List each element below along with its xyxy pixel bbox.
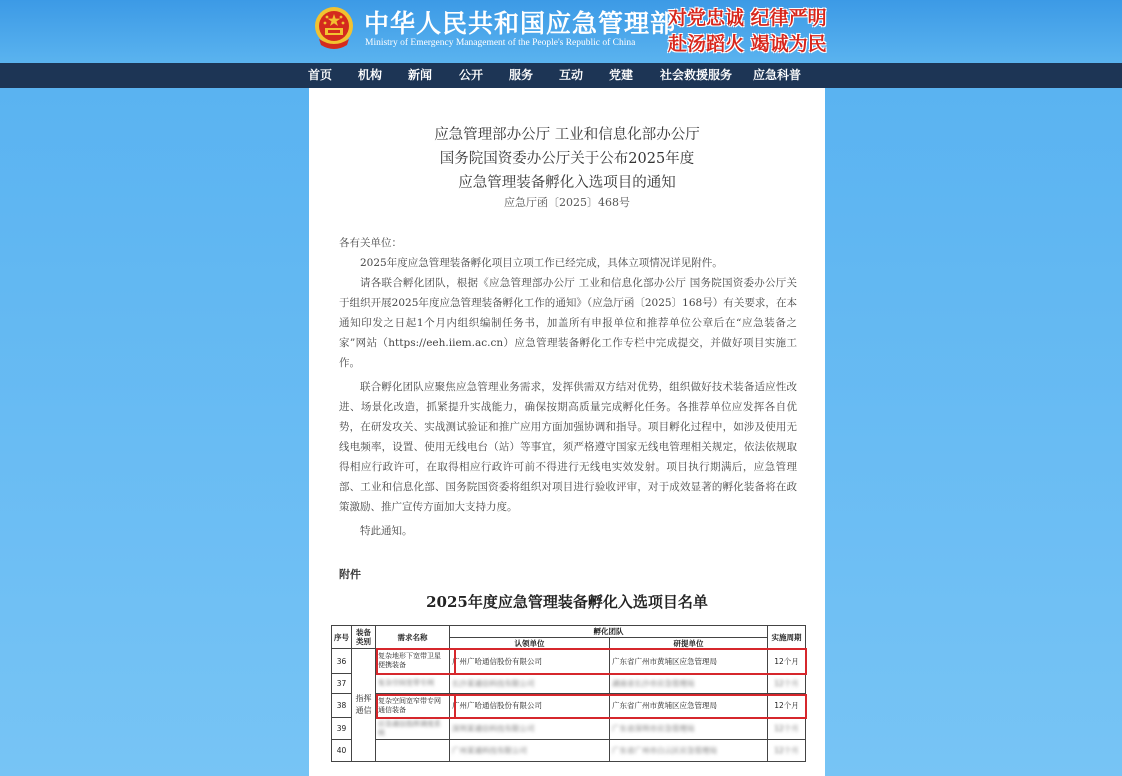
row-dev-unit: 广东省深圳市应急管理局 (610, 718, 768, 740)
header-period: 实施周期 (768, 626, 806, 649)
nav-item-interaction[interactable]: 互动 (559, 68, 584, 82)
list-title: 2025年度应急管理装备孵化入选项目名单 (426, 593, 708, 611)
row-need: 应急通信指挥调度系统 (376, 718, 450, 740)
row-index: 36 (332, 649, 352, 674)
row-index: 37 (332, 674, 352, 694)
paragraph-3: 联合孵化团队应聚焦应急管理业务需求，发挥供需双方结对优势，组织做好技术装备适应性改进、场景化改造，抓紧提升实战能力，确保按期高质量完成孵化任务。各推荐单位应发挥各自优势，在研发攻关、实战测试验证和推广应用方面加强协调和指导。项目孵化过程中，如涉及使用无线电频率，设置、使用无线电台（站）等事宜，须严格遵守国家无线电管理相关规定，依法依规取得相应行政许可，在取得相应行政许可前不得进行无线电实效发射。项目执行期满后，应急管理部、工业和信息化部、国务院国资委将组织对项目进行验收评审，对于成效显著的孵化装备将在政策激励、推广宣传方面加大支持力度。 (339, 381, 797, 513)
row-index: 38 (332, 694, 352, 718)
row-claim-unit: 广州广哈通信股份有限公司 (450, 649, 610, 674)
nav-item-science[interactable]: 应急科普 (753, 68, 802, 82)
row-index: 40 (332, 740, 352, 762)
row-claim-unit: 深圳某通信科技有限公司 (450, 718, 610, 740)
nav-item-public[interactable]: 公开 (459, 68, 484, 82)
header-claim-unit: 认领单位 (450, 638, 610, 649)
project-table (331, 625, 806, 762)
table-row (332, 674, 806, 694)
row-claim-unit: 广州某通科技有限公司 (450, 740, 610, 762)
nav-item-services[interactable]: 服务 (509, 68, 534, 82)
salutation: 各有关单位： (339, 237, 402, 249)
header-category: 装备类别 (352, 626, 376, 649)
paragraph-4: 特此通知。 (360, 525, 413, 537)
table-row (332, 718, 806, 740)
nav-item-organization[interactable]: 机构 (358, 68, 383, 82)
paragraph-1: 2025年度应急管理装备孵化项目立项工作已经完成，具体立项情况详见附件。 (360, 257, 723, 269)
row-dev-unit: 广东省广州市白云区应急管理局 (610, 740, 768, 762)
doc-title-line-2: 国务院国资委办公厅关于公布2025年度 (439, 151, 695, 167)
header-team: 孵化团队 (450, 626, 768, 638)
row-period: 12个月 (768, 649, 806, 674)
row-claim-unit: 长沙某通信科技有限公司 (450, 674, 610, 694)
paragraph-2: 请各联合孵化团队，根据《应急管理部办公厅 工业和信息化部办公厅 国务院国资委办公厅关于组织开展2025年度应急管理装备孵化工作的通知》（应急厅函〔2025〕168号）有关要求，在本通知印发之日起1个月内组织编制任务书，加盖所有申报单位和推荐单位公章后在“应急装备之家”网站（https://eeh.iiem.ac.cn）应急管理装备孵化工作专栏中完成提交，并做好项目实施工作。 (339, 277, 797, 369)
row-claim-unit: 广州广哈通信股份有限公司 (450, 694, 610, 718)
row-need (376, 740, 450, 762)
row-period: 12个月 (768, 718, 806, 740)
row-dev-unit: 广东省广州市黄埔区应急管理局 (610, 649, 768, 674)
row-category: 指挥通信 (352, 649, 376, 762)
row-dev-unit: 广东省广州市黄埔区应急管理局 (610, 694, 768, 718)
nav-item-news[interactable]: 新闻 (408, 68, 433, 82)
row-dev-unit: 湖南省长沙市应急管理局 (610, 674, 768, 694)
row-need: 复杂地形下宽带卫星便携装备 (376, 649, 450, 674)
table-row (332, 694, 806, 718)
national-emblem-icon[interactable] (313, 5, 355, 51)
nav-item-party-building[interactable]: 党建 (609, 68, 634, 82)
slogan-line-1: 对党忠诚 纪律严明 (668, 7, 827, 29)
row-need: 复杂空间宽窄带专网通信装备 (376, 694, 450, 718)
doc-number: 应急厅函〔2025〕468号 (504, 196, 630, 209)
header-dev-unit: 研提单位 (610, 638, 768, 649)
doc-title-line-1: 应急管理部办公厅 工业和信息化部办公厅 (434, 127, 700, 143)
row-period: 12个月 (768, 740, 806, 762)
slogan-line-2: 赴汤蹈火 竭诚为民 (668, 33, 827, 55)
site-header (0, 0, 1122, 63)
header-index: 序号 (332, 626, 352, 649)
nav-item-home[interactable]: 首页 (308, 68, 333, 82)
row-period: 12个月 (768, 694, 806, 718)
ministry-name[interactable]: 中华人民共和国应急管理部 (364, 9, 677, 38)
attachment-label: 附件 (339, 568, 361, 581)
row-period: 12个月 (768, 674, 806, 694)
ministry-name-english: Ministry of Emergency Management of the People's Republic of China (365, 38, 636, 48)
table-row (332, 740, 806, 762)
document-panel (309, 88, 825, 776)
row-index: 39 (332, 718, 352, 740)
nav-item-rescue-services[interactable]: 社会救援服务 (660, 68, 733, 82)
table-row (332, 649, 806, 674)
main-nav (0, 63, 1122, 88)
header-need: 需求名称 (376, 626, 450, 649)
row-need: 复杂空间宽带专网 (376, 674, 450, 694)
doc-title-line-3: 应急管理装备孵化入选项目的通知 (458, 175, 676, 191)
